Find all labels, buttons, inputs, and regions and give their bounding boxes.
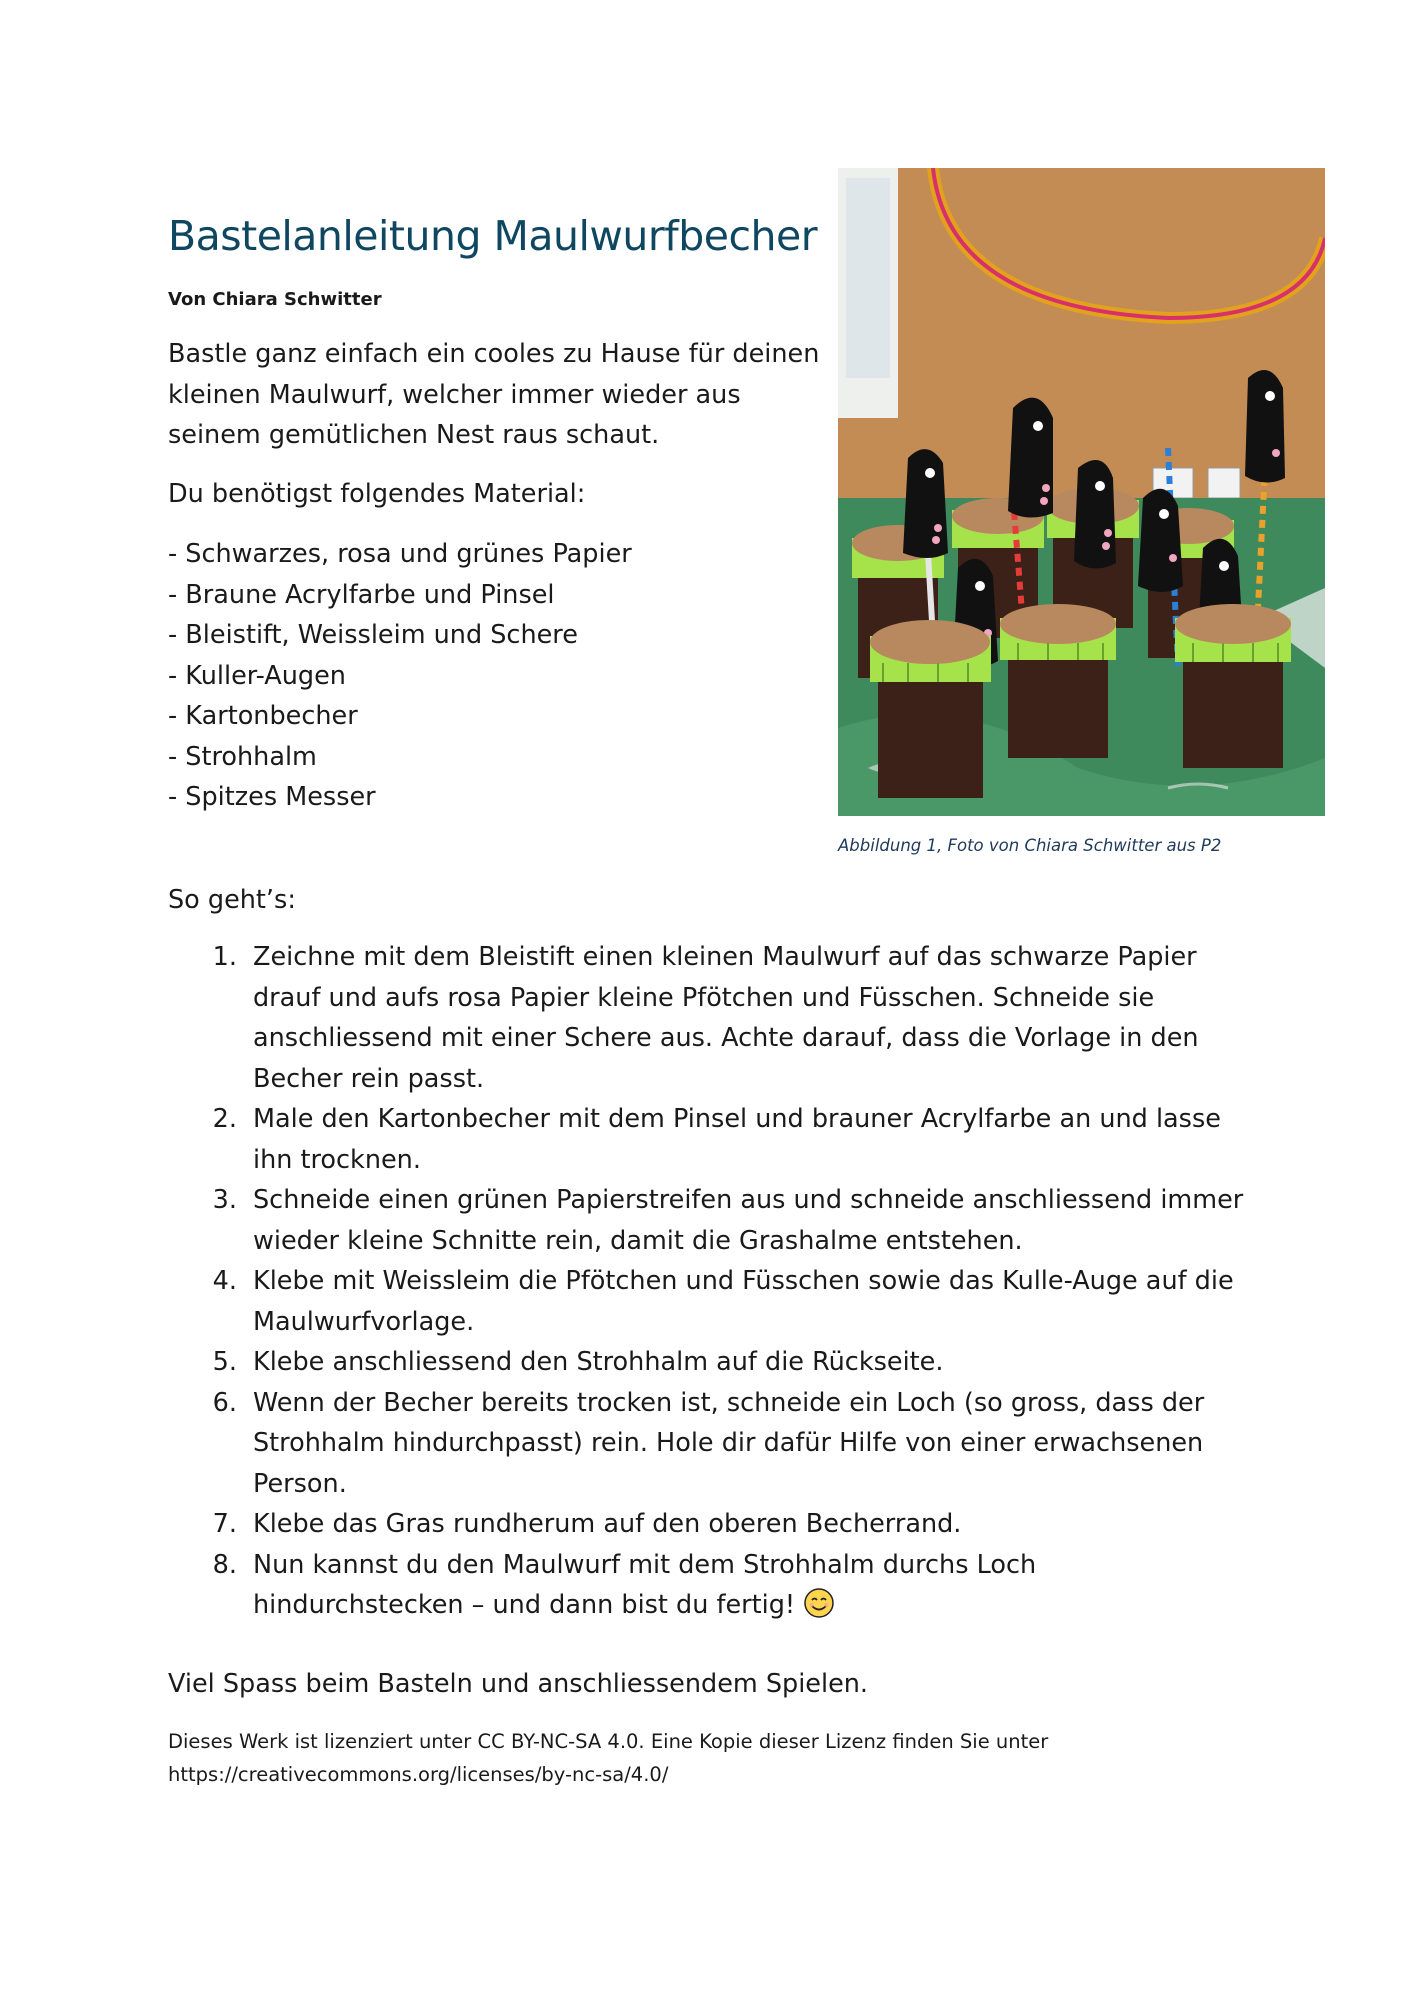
step-number: 2. — [212, 1104, 237, 1134]
smiling-face-icon — [803, 1587, 835, 1632]
material-heading: Du benötigst folgendes Material: — [168, 479, 586, 509]
step-item — [204, 1180, 1244, 1261]
step-text: Wenn der Becher bereits trocken ist, schneide ein Loch (so gross, dass der Strohhalm hindurchpasst) rein. Hole dir dafür Hilfe von einer erwachsenen Person. — [253, 1387, 1205, 1499]
step-number: 3. — [212, 1185, 237, 1215]
step-text: Klebe mit Weissleim die Pfötchen und Füsschen sowie das Kulle-Auge auf die Maulwurfvorlage. — [253, 1266, 1234, 1337]
step-text: Schneide einen grünen Papierstreifen aus und schneide anschliessend immer wieder kleine Schnitte rein, damit die Grashalme entstehen. — [253, 1185, 1244, 1256]
document-title: Bastelanleitung Maulwurfbecher — [168, 212, 818, 260]
mole-cups-photo — [838, 168, 1325, 816]
step-item — [204, 1545, 1244, 1632]
mole-cups-illustration — [838, 168, 1325, 816]
step-item — [204, 1504, 1244, 1545]
step-text: Nun kannst du den Maulwurf mit dem Strohhalm durchs Loch hindurchstecken – und dann bist du fertig! — [253, 1549, 1037, 1620]
figure-caption: Abbildung 1, Foto von Chiara Schwitter aus P2 — [838, 836, 1222, 855]
intro-paragraph: Bastle ganz einfach ein cooles zu Hause für deinen kleinen Maulwurf, welcher immer wieder aus seinem gemütlichen Nest raus schaut. — [168, 339, 820, 450]
license-notice: Dieses Werk ist lizenziert unter CC BY-NC-SA 4.0. Eine Kopie dieser Lizenz finden Sie unter https://creativecommons.org/licenses/by-nc-sa/4.0/ — [168, 1730, 1049, 1786]
step-item — [204, 1383, 1244, 1505]
step-item — [204, 937, 1244, 1099]
material-item: - Kuller-Augen — [168, 660, 346, 691]
material-item: - Strohhalm — [168, 741, 317, 772]
material-item: - Bleistift, Weissleim und Schere — [168, 620, 578, 650]
step-number: 6. — [212, 1387, 237, 1418]
step-text: Klebe das Gras rundherum auf den oberen Becherrand. — [253, 1509, 962, 1539]
material-item: - Spitzes Messer — [168, 782, 376, 812]
step-text: Klebe anschliessend den Strohhalm auf die Rückseite. — [253, 1347, 944, 1377]
material-item: - Kartonbecher — [168, 701, 358, 731]
step-number: 7. — [212, 1509, 237, 1539]
author-line: Von Chiara Schwitter — [168, 289, 382, 310]
steps-list — [204, 937, 1244, 1632]
steps-heading: So geht’s: — [168, 885, 296, 915]
material-list — [168, 534, 632, 818]
step-item — [204, 1342, 1244, 1383]
closing-line: Viel Spass beim Basteln und anschliessendem Spielen. — [168, 1669, 869, 1699]
step-number: 4. — [212, 1266, 237, 1296]
step-item — [204, 1099, 1244, 1180]
step-text: Zeichne mit dem Bleistift einen kleinen Maulwurf auf das schwarze Papier drauf und aufs rosa Papier kleine Pfötchen und Füsschen. Schneide sie anschliessend mit einer Schere aus. Achte darauf, dass die Vorlage in den Becher rein passt. — [253, 942, 1199, 1094]
step-number: 1. — [212, 942, 237, 972]
step-number: 8. — [212, 1549, 237, 1580]
step-item — [204, 1261, 1244, 1342]
step-text: Male den Kartonbecher mit dem Pinsel und brauner Acrylfarbe an und lasse ihn trocknen. — [253, 1104, 1221, 1175]
material-item: - Schwarzes, rosa und grünes Papier — [168, 539, 632, 569]
step-number: 5. — [212, 1347, 237, 1377]
material-item: - Braune Acrylfarbe und Pinsel — [168, 579, 555, 610]
